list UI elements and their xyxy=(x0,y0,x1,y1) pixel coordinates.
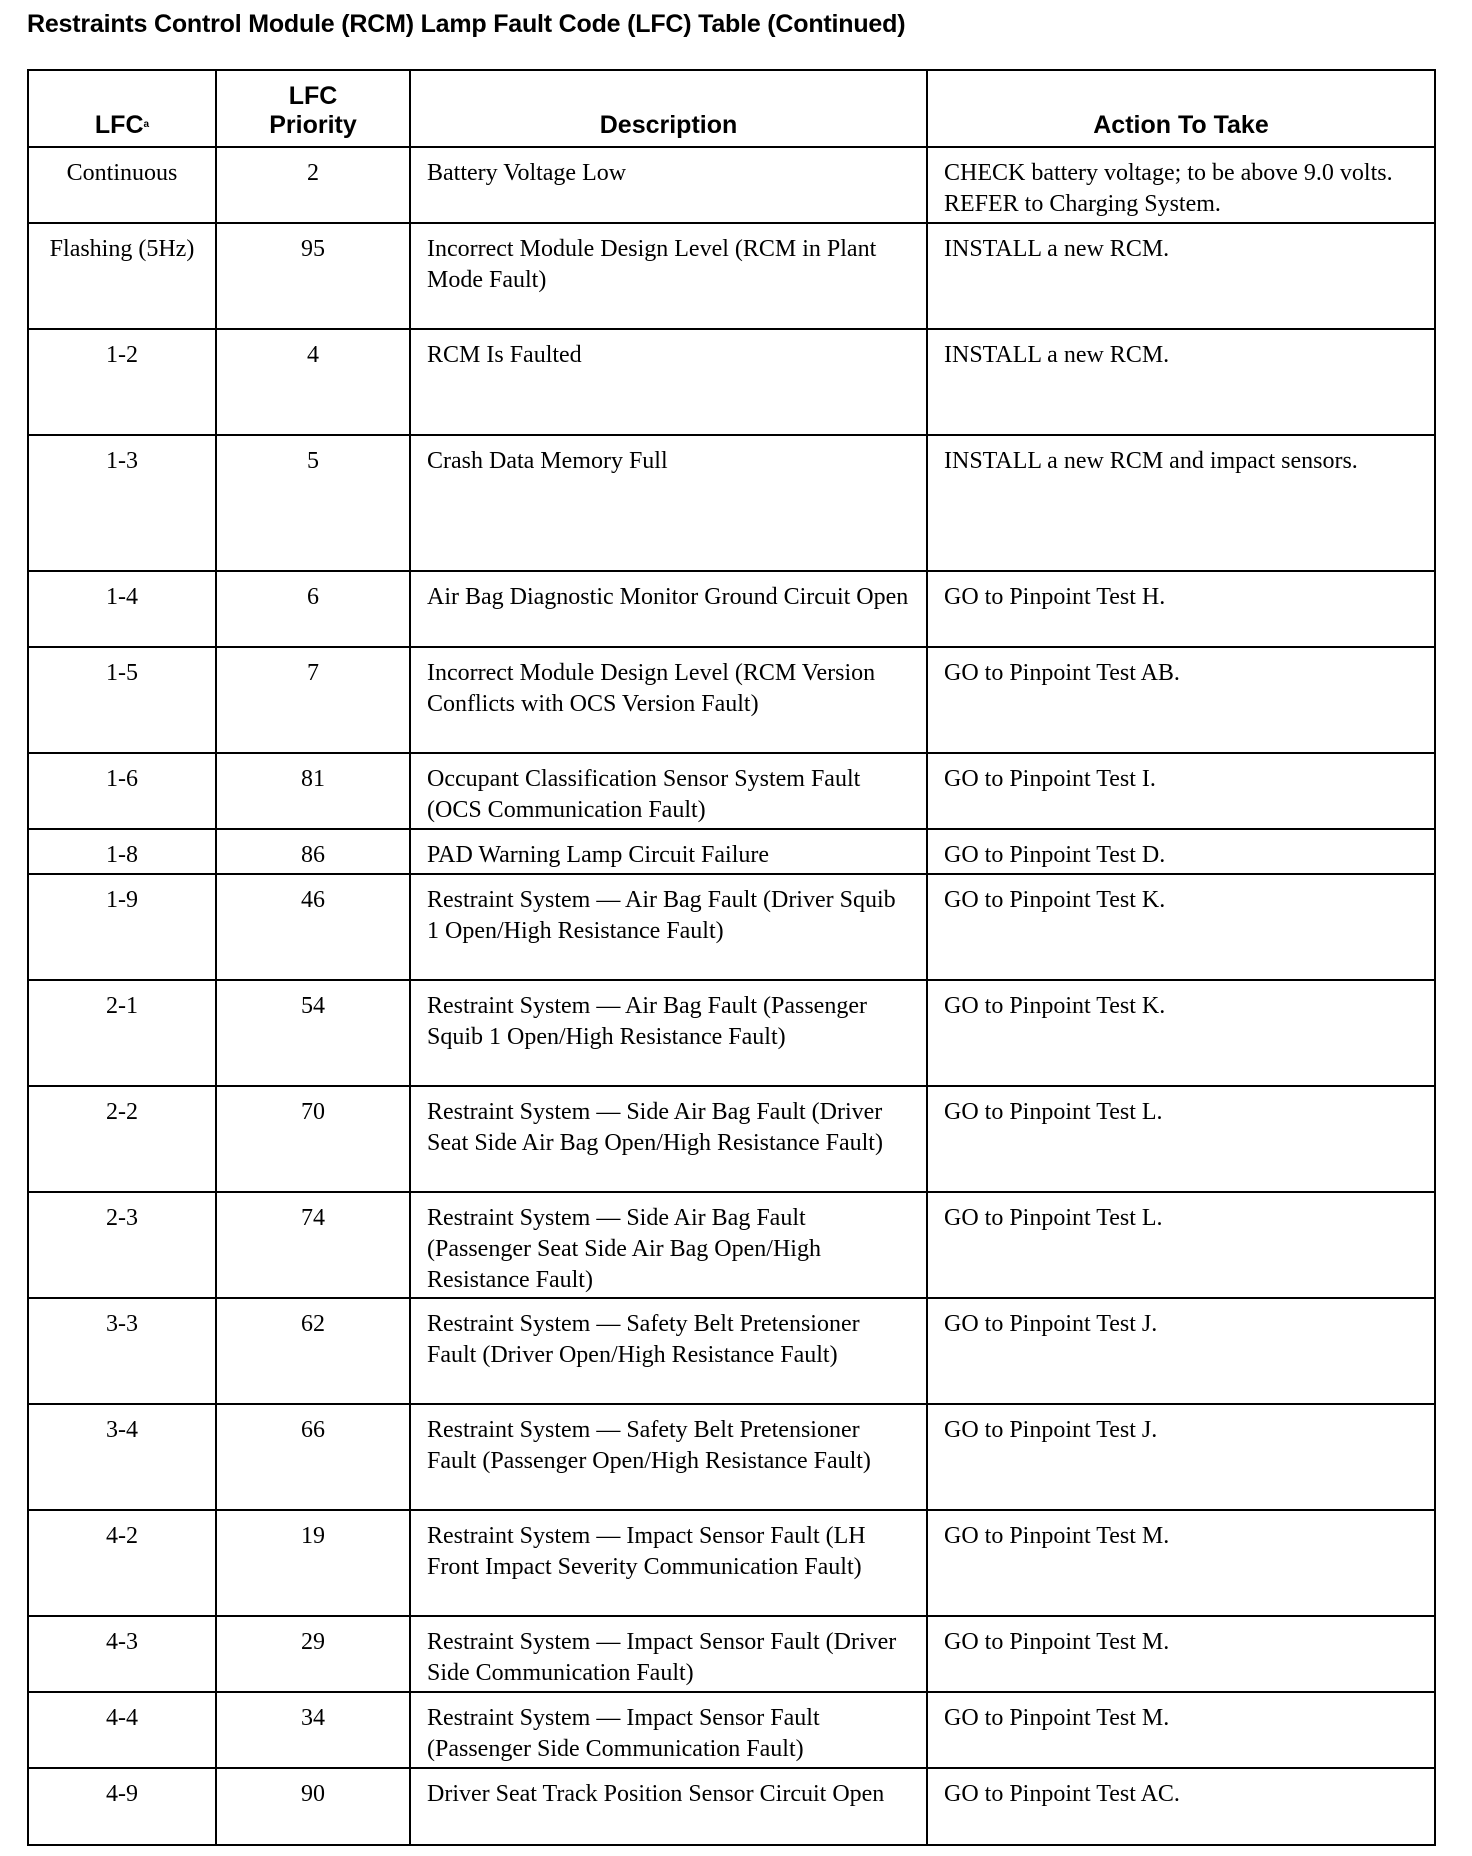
priority-cell: 54 xyxy=(216,980,410,1086)
lfc-cell: Continuous xyxy=(28,147,216,223)
priority-cell: 70 xyxy=(216,1086,410,1192)
table-row xyxy=(28,753,1435,829)
header-lfc-label: LFC xyxy=(94,111,144,139)
description-cell: Battery Voltage Low xyxy=(410,147,927,223)
lfc-cell: 4-4 xyxy=(28,1692,216,1768)
priority-cell: 4 xyxy=(216,329,410,435)
lfc-cell: 1-9 xyxy=(28,874,216,980)
description-cell: Occupant Classification Sensor System Fault (OCS Communication Fault) xyxy=(410,753,927,829)
table-header-row xyxy=(28,70,1435,147)
table-row xyxy=(28,1086,1435,1192)
priority-cell: 29 xyxy=(216,1616,410,1692)
lfc-cell: 1-2 xyxy=(28,329,216,435)
table-row xyxy=(28,1510,1435,1616)
lfc-cell: 3-4 xyxy=(28,1404,216,1510)
description-cell: Restraint System — Air Bag Fault (Passenger Squib 1 Open/High Resistance Fault) xyxy=(410,980,927,1086)
action-cell: GO to Pinpoint Test AB. xyxy=(927,647,1435,753)
description-cell: Driver Seat Track Position Sensor Circuit Open xyxy=(410,1768,927,1845)
table-row xyxy=(28,1192,1435,1298)
lfc-cell: 1-6 xyxy=(28,753,216,829)
action-cell: GO to Pinpoint Test AC. xyxy=(927,1768,1435,1845)
table-row xyxy=(28,647,1435,753)
lfc-cell: 2-3 xyxy=(28,1192,216,1298)
lfc-cell: 1-4 xyxy=(28,571,216,647)
description-cell: Crash Data Memory Full xyxy=(410,435,927,571)
header-action: Action To Take xyxy=(927,70,1435,147)
priority-cell: 86 xyxy=(216,829,410,874)
lfc-cell: 1-3 xyxy=(28,435,216,571)
action-cell: INSTALL a new RCM. xyxy=(927,329,1435,435)
header-priority-line1: LFC xyxy=(288,82,338,110)
description-cell: Restraint System — Air Bag Fault (Driver Squib 1 Open/High Resistance Fault) xyxy=(410,874,927,980)
priority-cell: 95 xyxy=(216,223,410,329)
description-cell: Restraint System — Side Air Bag Fault (Passenger Seat Side Air Bag Open/High Resistance Fault) xyxy=(410,1192,927,1298)
table-row xyxy=(28,571,1435,647)
lfc-cell: 1-5 xyxy=(28,647,216,753)
table-title: Restraints Control Module (RCM) Lamp Fault Code (LFC) Table (Continued) xyxy=(27,10,906,38)
lfc-cell: 2-1 xyxy=(28,980,216,1086)
description-cell: Restraint System — Impact Sensor Fault (LH Front Impact Severity Communication Fault) xyxy=(410,1510,927,1616)
priority-cell: 7 xyxy=(216,647,410,753)
description-cell: Incorrect Module Design Level (RCM Version Conflicts with OCS Version Fault) xyxy=(410,647,927,753)
lfc-cell: 4-3 xyxy=(28,1616,216,1692)
table-row xyxy=(28,223,1435,329)
table-row xyxy=(28,435,1435,571)
priority-cell: 46 xyxy=(216,874,410,980)
header-description: Description xyxy=(410,70,927,147)
action-cell: GO to Pinpoint Test J. xyxy=(927,1298,1435,1404)
description-cell: PAD Warning Lamp Circuit Failure xyxy=(410,829,927,874)
lfc-cell: 1-8 xyxy=(28,829,216,874)
action-cell: GO to Pinpoint Test M. xyxy=(927,1692,1435,1768)
action-cell: GO to Pinpoint Test M. xyxy=(927,1616,1435,1692)
priority-cell: 81 xyxy=(216,753,410,829)
table-row xyxy=(28,980,1435,1086)
description-cell: Restraint System — Side Air Bag Fault (Driver Seat Side Air Bag Open/High Resistance Fault) xyxy=(410,1086,927,1192)
action-cell: GO to Pinpoint Test M. xyxy=(927,1510,1435,1616)
lfc-cell: 3-3 xyxy=(28,1298,216,1404)
table-row xyxy=(28,1768,1435,1845)
action-cell: INSTALL a new RCM and impact sensors. xyxy=(927,435,1435,571)
table-row xyxy=(28,1404,1435,1510)
table-row xyxy=(28,329,1435,435)
priority-cell: 74 xyxy=(216,1192,410,1298)
action-cell: INSTALL a new RCM. xyxy=(927,223,1435,329)
lfc-cell: 4-2 xyxy=(28,1510,216,1616)
description-cell: Restraint System — Impact Sensor Fault (Passenger Side Communication Fault) xyxy=(410,1692,927,1768)
priority-cell: 34 xyxy=(216,1692,410,1768)
description-cell: Air Bag Diagnostic Monitor Ground Circuit Open xyxy=(410,571,927,647)
priority-cell: 2 xyxy=(216,147,410,223)
header-priority-line2: Priority xyxy=(269,111,357,139)
description-cell: Restraint System — Safety Belt Pretensioner Fault (Driver Open/High Resistance Fault) xyxy=(410,1298,927,1404)
priority-cell: 62 xyxy=(216,1298,410,1404)
priority-cell: 5 xyxy=(216,435,410,571)
priority-cell: 90 xyxy=(216,1768,410,1845)
description-cell: RCM Is Faulted xyxy=(410,329,927,435)
lfc-cell: 2-2 xyxy=(28,1086,216,1192)
action-cell: GO to Pinpoint Test H. xyxy=(927,571,1435,647)
description-cell: Restraint System — Safety Belt Pretensioner Fault (Passenger Open/High Resistance Fault) xyxy=(410,1404,927,1510)
action-cell: GO to Pinpoint Test L. xyxy=(927,1086,1435,1192)
action-cell: GO to Pinpoint Test D. xyxy=(927,829,1435,874)
action-cell: GO to Pinpoint Test K. xyxy=(927,980,1435,1086)
table-row xyxy=(28,874,1435,980)
table-row xyxy=(28,147,1435,223)
header-priority xyxy=(216,70,410,147)
lfc-cell: 4-9 xyxy=(28,1768,216,1845)
lfc-table xyxy=(27,69,1436,1846)
table-row xyxy=(28,1616,1435,1692)
action-cell: GO to Pinpoint Test L. xyxy=(927,1192,1435,1298)
header-lfc xyxy=(28,70,216,147)
priority-cell: 19 xyxy=(216,1510,410,1616)
action-cell: GO to Pinpoint Test J. xyxy=(927,1404,1435,1510)
action-cell: GO to Pinpoint Test I. xyxy=(927,753,1435,829)
table-row xyxy=(28,1298,1435,1404)
table-row xyxy=(28,1692,1435,1768)
description-cell: Incorrect Module Design Level (RCM in Plant Mode Fault) xyxy=(410,223,927,329)
footnote-marker: a xyxy=(143,119,150,130)
table-row xyxy=(28,829,1435,874)
lfc-cell: Flashing (5Hz) xyxy=(28,223,216,329)
action-cell: CHECK battery voltage; to be above 9.0 volts. REFER to Charging System. xyxy=(927,147,1435,223)
description-cell: Restraint System — Impact Sensor Fault (Driver Side Communication Fault) xyxy=(410,1616,927,1692)
priority-cell: 66 xyxy=(216,1404,410,1510)
priority-cell: 6 xyxy=(216,571,410,647)
action-cell: GO to Pinpoint Test K. xyxy=(927,874,1435,980)
